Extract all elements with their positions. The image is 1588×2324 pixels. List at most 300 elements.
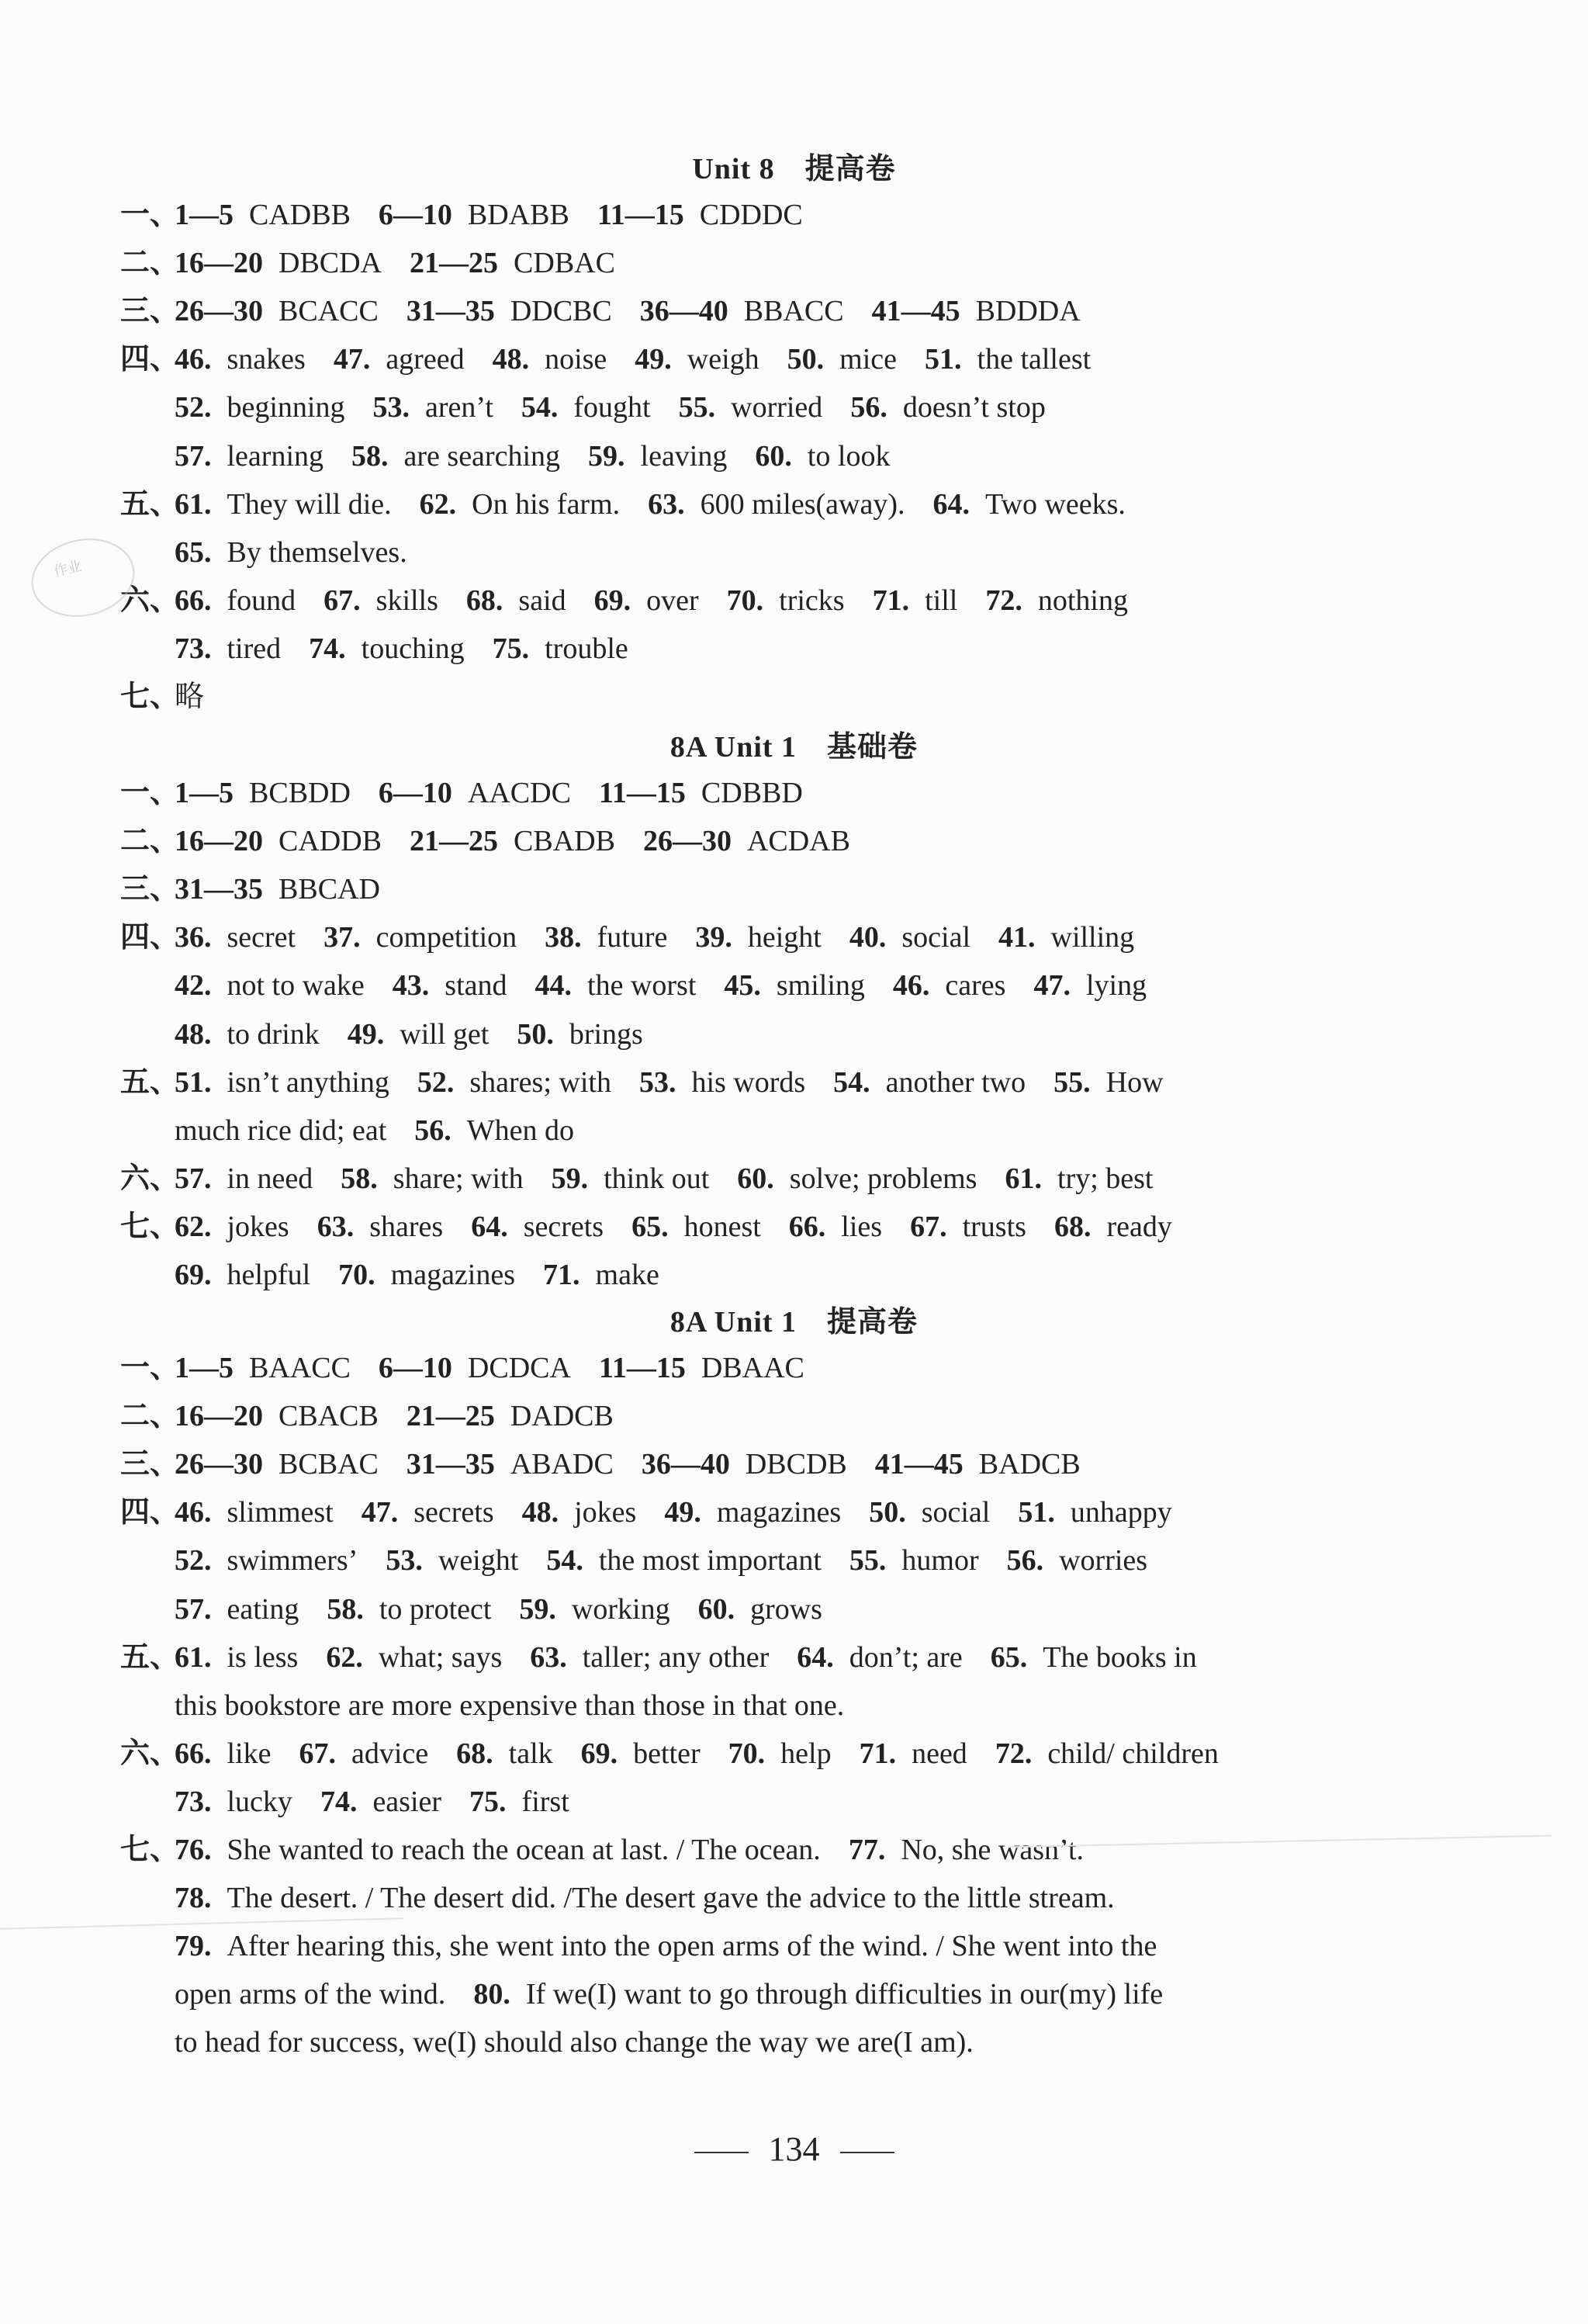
question-number: 75. bbox=[492, 632, 530, 665]
answer-text: By themselves. bbox=[227, 535, 407, 569]
answer-item bbox=[599, 1352, 804, 1384]
answer-item bbox=[932, 488, 1125, 521]
answer-item bbox=[1007, 1544, 1147, 1577]
answer-item bbox=[175, 199, 351, 231]
answer-item bbox=[379, 777, 571, 809]
answer-item bbox=[546, 1544, 822, 1577]
answer-text: ABADC bbox=[510, 1448, 614, 1481]
question-number: 11—15 bbox=[597, 199, 684, 231]
answer-item bbox=[985, 584, 1128, 617]
question-number: 41—45 bbox=[874, 1448, 964, 1481]
answer-item bbox=[471, 1210, 604, 1243]
answer-text: secrets bbox=[523, 1210, 604, 1243]
answer-item bbox=[860, 1737, 967, 1770]
question-number: 26—30 bbox=[642, 825, 732, 858]
answer-text: Two weeks. bbox=[984, 487, 1126, 521]
answer-item bbox=[417, 1066, 611, 1099]
answer-item bbox=[1005, 1162, 1153, 1195]
answer-text: CBACB bbox=[279, 1400, 379, 1433]
answer-row bbox=[175, 528, 407, 577]
answer-text: this bookstore are more expensive than those in that one. bbox=[175, 1688, 845, 1722]
answer-item bbox=[727, 584, 845, 617]
answer-text: much rice did; eat bbox=[175, 1114, 387, 1147]
section-number: 二、 bbox=[120, 247, 180, 280]
question-number: 45. bbox=[724, 969, 761, 1003]
answer-text: like bbox=[227, 1737, 272, 1770]
answer-text: to drink bbox=[227, 1017, 320, 1051]
answer-text: agreed bbox=[386, 343, 465, 376]
question-number: 71. bbox=[872, 584, 910, 617]
question-number: 1—5 bbox=[175, 1352, 234, 1384]
question-number: 57. bbox=[175, 1592, 212, 1626]
question-number: 63. bbox=[530, 1640, 567, 1674]
question-number: 69. bbox=[593, 584, 631, 617]
answer-text: DBCDB bbox=[745, 1448, 847, 1481]
question-number: 80. bbox=[473, 1978, 510, 2011]
question-number: 59. bbox=[588, 439, 625, 473]
answer-item bbox=[379, 199, 569, 231]
question-number: 54. bbox=[546, 1544, 583, 1578]
answer-item bbox=[995, 1737, 1219, 1770]
answer-text: BADCB bbox=[978, 1448, 1081, 1481]
answer-text: DDCBC bbox=[510, 295, 612, 328]
answer-text: CADDB bbox=[279, 825, 382, 858]
answer-item bbox=[175, 1930, 1157, 1962]
answer-text: competition bbox=[375, 921, 517, 954]
section-number: 六、 bbox=[120, 1737, 180, 1770]
question-number: 50. bbox=[517, 1017, 554, 1051]
answer-text: CDBBD bbox=[701, 777, 803, 809]
question-number: 54. bbox=[833, 1065, 870, 1099]
answer-item bbox=[849, 921, 970, 954]
answer-item bbox=[175, 584, 296, 617]
answer-text: grows bbox=[750, 1592, 822, 1626]
answer-text: weigh bbox=[687, 343, 759, 376]
answer-row bbox=[120, 1826, 1084, 1874]
answer-item bbox=[873, 584, 958, 617]
question-number: 31—35 bbox=[175, 873, 263, 906]
answer-text: CDBAC bbox=[514, 247, 615, 280]
answer-item bbox=[1018, 1496, 1171, 1529]
answer-item bbox=[410, 247, 615, 279]
answer-row bbox=[175, 1682, 844, 1730]
answer-row bbox=[120, 1058, 1164, 1107]
answer-row bbox=[175, 1251, 659, 1299]
answer-text: honest bbox=[683, 1210, 761, 1243]
question-number: 11—15 bbox=[598, 777, 686, 809]
answer-text: lying bbox=[1085, 969, 1147, 1003]
question-number: 67. bbox=[910, 1210, 947, 1243]
answer-row bbox=[120, 673, 204, 721]
answer-item bbox=[787, 343, 897, 376]
answer-item bbox=[323, 584, 438, 617]
answer-row bbox=[120, 191, 803, 239]
answer-item bbox=[519, 1593, 669, 1626]
question-number: 66. bbox=[175, 584, 212, 617]
answer-text: She wanted to reach the ocean at last. / The ocean. bbox=[227, 1834, 821, 1866]
answer-item bbox=[323, 921, 517, 954]
question-number: 16—20 bbox=[175, 247, 263, 280]
answer-text: taller; any other bbox=[582, 1640, 770, 1674]
answer-text: The desert. / The desert did. /The desert gave the advice to the little stream. bbox=[227, 1882, 1115, 1915]
question-number: 48. bbox=[492, 343, 530, 376]
question-number: 60. bbox=[755, 439, 792, 473]
answer-text: When do bbox=[466, 1114, 575, 1147]
question-number: 62. bbox=[175, 1210, 212, 1243]
question-number: 67. bbox=[323, 584, 361, 617]
answer-item bbox=[175, 2026, 974, 2059]
question-number: 38. bbox=[545, 921, 582, 954]
answer-text: learning bbox=[227, 439, 324, 473]
answer-item bbox=[642, 1448, 847, 1481]
section-number: 二、 bbox=[120, 1400, 180, 1433]
question-number: 57. bbox=[175, 1162, 212, 1195]
answer-item bbox=[724, 969, 865, 1002]
question-number: 73. bbox=[175, 632, 212, 665]
answer-item bbox=[1054, 1210, 1172, 1243]
answer-item bbox=[175, 1162, 313, 1195]
answer-row bbox=[175, 1107, 574, 1155]
question-number: 76. bbox=[175, 1834, 212, 1866]
answer-text: not to wake bbox=[227, 969, 365, 1003]
answer-text: the most important bbox=[598, 1544, 822, 1578]
question-number: 67. bbox=[299, 1737, 336, 1770]
answer-item bbox=[348, 1018, 490, 1051]
section-number: 三、 bbox=[120, 295, 180, 328]
answer-text: what; says bbox=[378, 1640, 503, 1674]
question-number: 56. bbox=[850, 391, 887, 424]
answer-item bbox=[1053, 1066, 1163, 1099]
answer-item bbox=[664, 1496, 841, 1529]
answer-item bbox=[639, 1066, 805, 1099]
answer-item bbox=[334, 343, 465, 376]
section-number: 七、 bbox=[120, 681, 180, 713]
question-number: 36—40 bbox=[641, 1448, 730, 1481]
answer-text: 略 bbox=[175, 681, 205, 713]
answer-text: skills bbox=[375, 584, 438, 617]
section-number: 七、 bbox=[120, 1834, 180, 1866]
answer-item bbox=[175, 1448, 379, 1481]
answer-item bbox=[473, 1978, 1163, 2011]
answer-text: the worst bbox=[587, 969, 697, 1003]
answer-item bbox=[341, 1162, 523, 1195]
answer-text: in need bbox=[227, 1162, 313, 1195]
question-number: 41—45 bbox=[871, 295, 960, 328]
answer-text: On his farm. bbox=[472, 487, 621, 521]
question-number: 65. bbox=[631, 1210, 669, 1243]
question-number: 49. bbox=[635, 343, 672, 376]
answer-item bbox=[849, 1834, 1084, 1866]
answer-text: to head for success, we(I) should also change the way we are(I am). bbox=[175, 2026, 974, 2059]
answer-text: first bbox=[521, 1785, 569, 1818]
section-title: Unit 8 提高卷 bbox=[692, 153, 896, 185]
answer-text: DADCB bbox=[510, 1400, 614, 1433]
answer-text: make bbox=[595, 1259, 659, 1291]
answer-text: ACDAB bbox=[746, 825, 850, 858]
answer-text: They will die. bbox=[227, 487, 392, 521]
stamp-text: 作业 bbox=[52, 558, 84, 580]
answer-item bbox=[175, 536, 407, 569]
question-number: 42. bbox=[175, 969, 212, 1003]
answer-text: magazines bbox=[390, 1259, 516, 1291]
question-number: 68. bbox=[1053, 1210, 1092, 1243]
question-number: 31—35 bbox=[406, 295, 495, 328]
answer-item bbox=[648, 488, 905, 521]
answer-text: BBCAD bbox=[279, 873, 380, 906]
answer-text: BCBAC bbox=[279, 1448, 379, 1481]
answer-item bbox=[493, 343, 607, 376]
question-number: 59. bbox=[551, 1162, 589, 1195]
answer-item bbox=[175, 1882, 1115, 1914]
question-number: 69. bbox=[175, 1259, 212, 1291]
answer-item bbox=[910, 1210, 1026, 1243]
answer-text: secret bbox=[227, 921, 296, 954]
question-number: 48. bbox=[175, 1017, 212, 1051]
answer-text: don’t; are bbox=[849, 1640, 963, 1674]
answer-text: over bbox=[646, 584, 699, 617]
question-number: 56. bbox=[1006, 1544, 1044, 1578]
question-number: 43. bbox=[392, 969, 430, 1003]
answer-text: better bbox=[633, 1737, 701, 1770]
answer-text: jokes bbox=[227, 1210, 289, 1243]
answer-text: weight bbox=[438, 1544, 519, 1578]
section-number: 七、 bbox=[120, 1210, 180, 1243]
answer-text: nothing bbox=[1037, 584, 1128, 617]
question-number: 51. bbox=[925, 343, 962, 376]
answer-text: easier bbox=[372, 1785, 442, 1818]
answer-item bbox=[466, 584, 566, 617]
answer-item bbox=[175, 1114, 386, 1147]
answer-text: stand bbox=[445, 969, 507, 1003]
answer-text: trouble bbox=[545, 632, 628, 665]
question-number: 51. bbox=[1018, 1496, 1055, 1529]
answer-text: BCBDD bbox=[249, 777, 351, 809]
question-number: 39. bbox=[695, 921, 732, 954]
answer-item bbox=[175, 777, 351, 809]
answer-row bbox=[120, 239, 615, 287]
answer-text: CADBB bbox=[249, 199, 351, 231]
question-number: 58. bbox=[341, 1162, 378, 1195]
question-number: 48. bbox=[521, 1496, 559, 1529]
question-number: 55. bbox=[678, 391, 716, 424]
question-number: 47. bbox=[361, 1496, 399, 1529]
answer-item bbox=[535, 969, 697, 1002]
question-number: 31—35 bbox=[406, 1448, 495, 1481]
answer-text: tricks bbox=[779, 584, 845, 617]
question-number: 58. bbox=[351, 439, 389, 473]
page-number-dash-left bbox=[694, 2152, 749, 2153]
section-title: 8A Unit 1 基础卷 bbox=[669, 731, 919, 764]
answer-text: worries bbox=[1059, 1544, 1148, 1578]
answer-text: worried bbox=[731, 391, 823, 424]
answer-item bbox=[493, 632, 628, 665]
section-number: 六、 bbox=[120, 1162, 180, 1195]
answer-text: doesn’t stop bbox=[902, 391, 1046, 424]
question-number: 26—30 bbox=[175, 295, 263, 328]
answer-item bbox=[679, 391, 823, 424]
answer-item bbox=[588, 440, 727, 473]
answer-item bbox=[597, 199, 803, 231]
answer-text: beginning bbox=[227, 391, 345, 424]
answer-item bbox=[317, 1210, 443, 1243]
answer-item bbox=[175, 921, 296, 954]
question-number: 53. bbox=[638, 1065, 676, 1099]
answer-text: future bbox=[597, 921, 668, 954]
answer-text: BAACC bbox=[249, 1352, 351, 1384]
answer-text: After hearing this, she went into the open arms of the wind. / She went into the bbox=[227, 1930, 1157, 1963]
question-number: 77. bbox=[848, 1834, 886, 1866]
question-number: 74. bbox=[309, 632, 346, 665]
answer-text: DBCDA bbox=[279, 247, 382, 280]
answer-text: open arms of the wind. bbox=[175, 1978, 446, 2011]
answer-text: jokes bbox=[574, 1496, 637, 1529]
answer-item bbox=[635, 343, 759, 376]
answer-item bbox=[175, 247, 382, 279]
question-number: 64. bbox=[932, 487, 970, 521]
question-number: 52. bbox=[175, 391, 212, 424]
answer-row bbox=[120, 577, 1128, 625]
question-number: 47. bbox=[333, 343, 371, 376]
question-number: 78. bbox=[175, 1882, 212, 1915]
answer-item bbox=[372, 391, 493, 424]
answer-item bbox=[386, 1544, 518, 1577]
answer-item bbox=[698, 1593, 822, 1626]
question-number: 72. bbox=[985, 584, 1022, 617]
question-number: 53. bbox=[372, 391, 410, 424]
section-number: 五、 bbox=[120, 487, 180, 521]
question-number: 62. bbox=[419, 487, 457, 521]
answer-item bbox=[640, 295, 844, 327]
answer-text: magazines bbox=[716, 1496, 842, 1529]
question-number: 62. bbox=[326, 1640, 363, 1674]
answer-row bbox=[120, 1440, 1081, 1488]
question-number: 73. bbox=[175, 1785, 212, 1818]
question-number: 64. bbox=[797, 1640, 834, 1674]
answer-text: swimmers’ bbox=[227, 1544, 358, 1578]
answer-item bbox=[320, 1785, 441, 1818]
section-number: 三、 bbox=[120, 873, 180, 906]
answer-row bbox=[175, 625, 628, 673]
answer-item bbox=[175, 969, 365, 1002]
answer-text: humor bbox=[901, 1544, 979, 1578]
answer-text: CBADB bbox=[514, 825, 615, 858]
section-number: 四、 bbox=[120, 1496, 180, 1529]
answer-row bbox=[120, 1730, 1219, 1778]
answer-text: noise bbox=[545, 343, 607, 376]
answer-row bbox=[120, 865, 380, 913]
answer-text: social bbox=[921, 1496, 991, 1529]
question-number: 63. bbox=[317, 1210, 355, 1243]
answer-row bbox=[175, 961, 1147, 1010]
answer-row bbox=[120, 1344, 804, 1392]
question-number: 66. bbox=[175, 1737, 212, 1770]
answer-text: are searching bbox=[403, 439, 561, 473]
answer-item bbox=[175, 1496, 334, 1529]
answer-text: working bbox=[571, 1592, 670, 1626]
answer-text: tired bbox=[227, 632, 282, 665]
answer-item bbox=[175, 1641, 298, 1674]
section-number: 五、 bbox=[120, 1640, 180, 1674]
answer-item bbox=[599, 777, 803, 809]
answer-row bbox=[175, 1970, 1163, 2018]
question-number: 70. bbox=[728, 1737, 766, 1770]
question-number: 70. bbox=[726, 584, 764, 617]
answer-text: height bbox=[747, 921, 822, 954]
section-number: 三、 bbox=[120, 1448, 180, 1481]
section-number: 一、 bbox=[120, 1352, 180, 1384]
question-number: 63. bbox=[648, 487, 685, 521]
question-number: 11—15 bbox=[598, 1352, 686, 1384]
question-number: 68. bbox=[465, 584, 503, 617]
answer-text: snakes bbox=[227, 343, 306, 376]
question-number: 66. bbox=[788, 1210, 826, 1243]
question-number: 59. bbox=[519, 1592, 556, 1626]
answer-item bbox=[175, 1259, 310, 1291]
answer-row bbox=[175, 1536, 1147, 1585]
answer-item bbox=[695, 921, 821, 954]
answer-text: the tallest bbox=[977, 343, 1092, 376]
answer-text: unhappy bbox=[1070, 1496, 1172, 1529]
answer-item bbox=[581, 1737, 701, 1770]
answer-row bbox=[120, 1392, 614, 1440]
question-number: 46. bbox=[175, 1496, 212, 1529]
question-number: 79. bbox=[175, 1930, 212, 1963]
answer-item bbox=[789, 1210, 882, 1243]
answer-row bbox=[120, 913, 1134, 961]
answer-text: will get bbox=[400, 1017, 490, 1051]
answer-item bbox=[1033, 969, 1147, 1002]
answer-text: BDDDA bbox=[975, 295, 1081, 328]
answer-text: brings bbox=[569, 1017, 643, 1051]
answer-item bbox=[175, 1400, 379, 1432]
section-number: 一、 bbox=[120, 777, 180, 809]
answer-item bbox=[175, 295, 379, 327]
answer-item bbox=[175, 1593, 299, 1626]
answer-text: AACDC bbox=[467, 777, 571, 809]
question-number: 16—20 bbox=[175, 825, 263, 858]
answer-item bbox=[469, 1785, 569, 1818]
question-number: 55. bbox=[1053, 1065, 1091, 1099]
answer-text: found bbox=[227, 584, 296, 617]
question-number: 60. bbox=[737, 1162, 774, 1195]
answer-text: DCDCA bbox=[467, 1352, 571, 1384]
question-number: 44. bbox=[535, 969, 573, 1003]
answer-item bbox=[456, 1737, 552, 1770]
question-number: 71. bbox=[859, 1737, 897, 1770]
answer-item bbox=[407, 1448, 614, 1481]
question-number: 72. bbox=[995, 1737, 1033, 1770]
answer-row bbox=[120, 287, 1081, 335]
answer-item bbox=[797, 1641, 962, 1674]
question-number: 21—25 bbox=[410, 825, 499, 858]
answer-item bbox=[299, 1737, 428, 1770]
answer-text: social bbox=[901, 921, 970, 954]
section-number: 四、 bbox=[120, 343, 180, 376]
answer-item bbox=[728, 1737, 832, 1770]
question-number: 49. bbox=[347, 1017, 385, 1051]
answer-item bbox=[175, 873, 380, 906]
section-number: 六、 bbox=[120, 584, 180, 617]
page-number-value: 134 bbox=[768, 2130, 820, 2168]
answer-item bbox=[393, 969, 507, 1002]
page-number-dash-right bbox=[840, 2152, 894, 2153]
answer-item bbox=[351, 440, 560, 473]
answer-row bbox=[120, 1633, 1197, 1682]
answer-text: shares; with bbox=[469, 1065, 611, 1099]
answer-row bbox=[120, 480, 1126, 528]
answer-item bbox=[414, 1114, 574, 1147]
answer-item bbox=[362, 1496, 494, 1529]
